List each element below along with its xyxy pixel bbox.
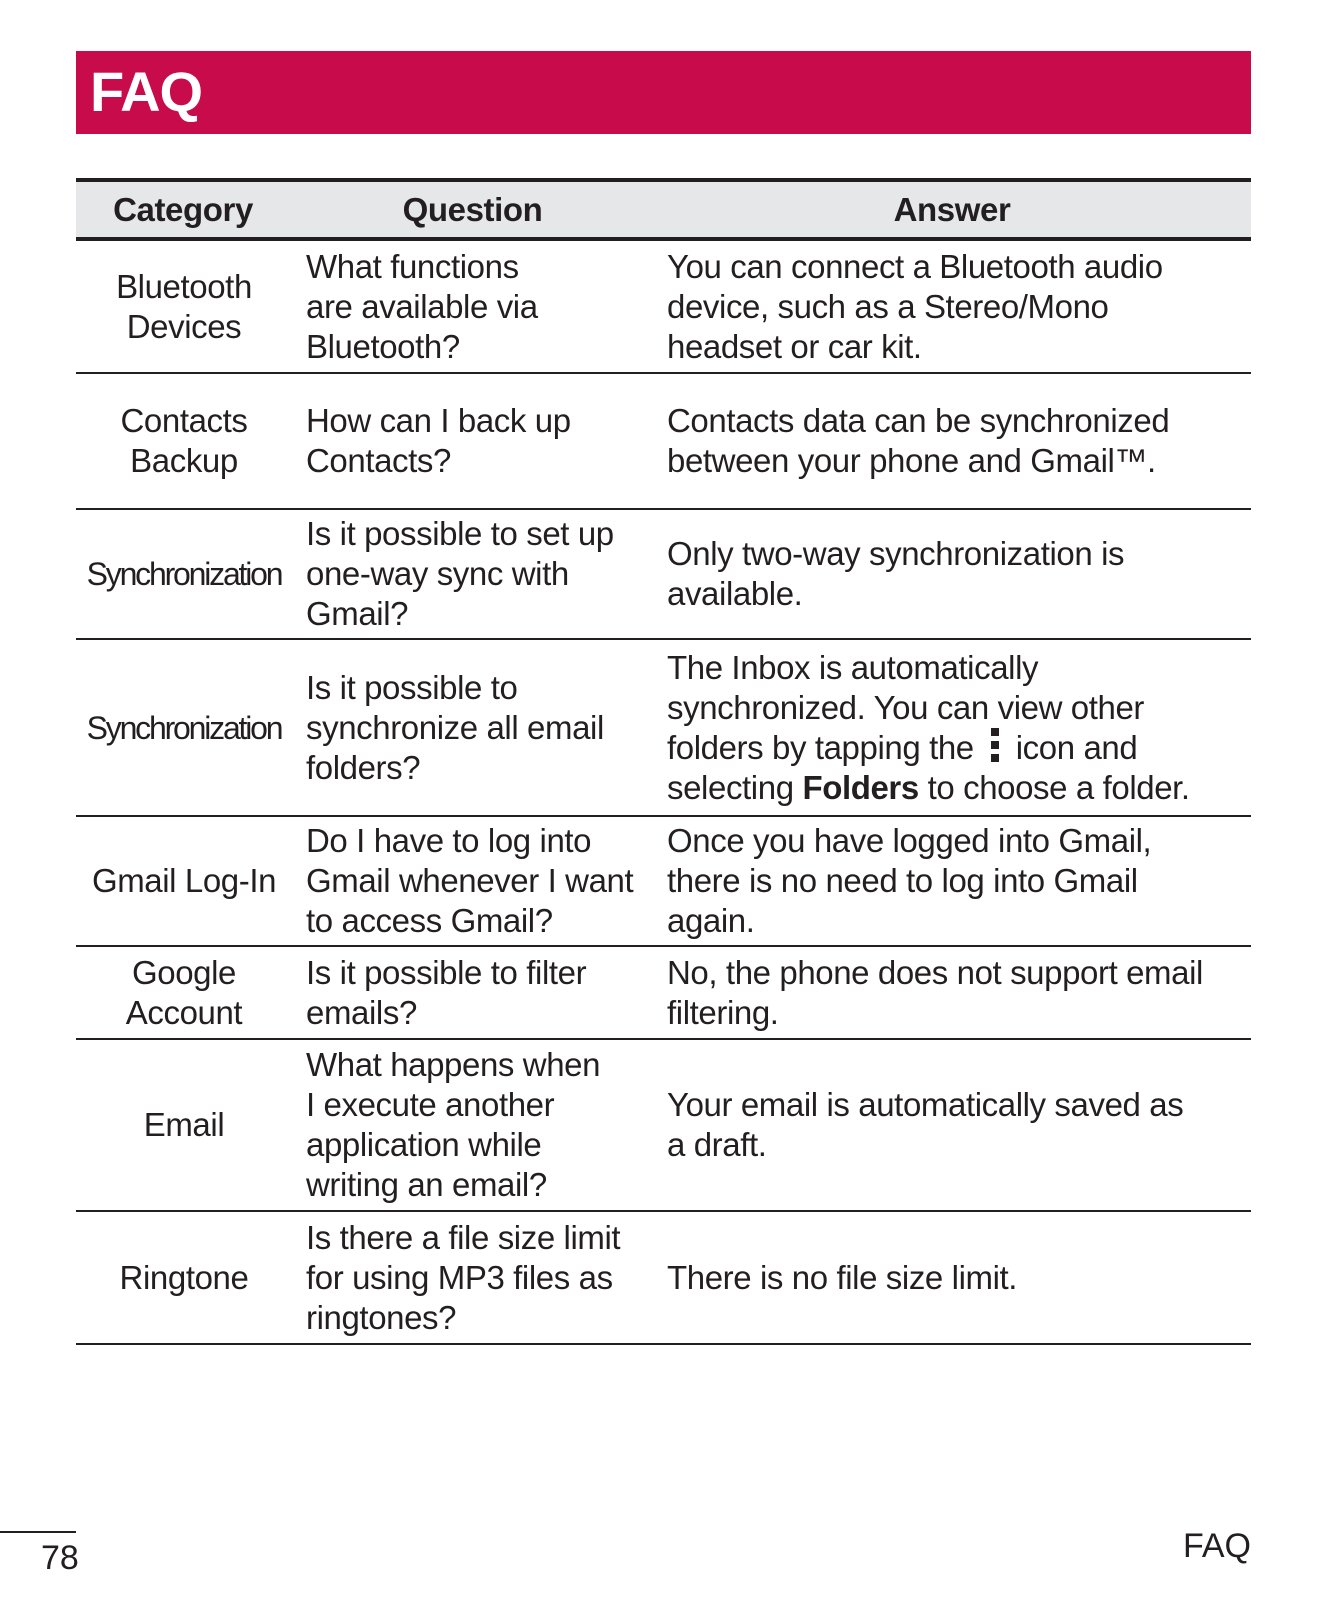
category-cell <box>76 1039 292 1211</box>
table-row <box>76 639 1251 816</box>
answer-text: No, the phone does not support email filtering. <box>667 953 1203 1031</box>
answer-text: Contacts data can be synchronized between your phone and Gmail™. <box>667 402 1170 479</box>
footer-section-label: FAQ <box>1182 1527 1251 1565</box>
answer-text <box>667 648 1245 808</box>
category-cell <box>76 946 292 1039</box>
question-text: What functions are available via Bluetooth? <box>306 247 538 365</box>
answer-text: Your email is automatically saved as a draft. <box>667 1086 1184 1163</box>
category-cell <box>76 1211 292 1344</box>
answer-cell <box>653 639 1251 816</box>
category-text: Ringtone <box>119 1258 249 1296</box>
question-text: What happens when I execute another application while writing an email? <box>306 1046 601 1203</box>
question-text: Is it possible to filter emails? <box>306 953 587 1031</box>
page-number-rule <box>0 1531 76 1533</box>
answer-cell <box>653 1039 1251 1211</box>
column-header-category: Category <box>76 180 292 239</box>
category-cell <box>76 816 292 946</box>
question-text: Is it possible to synchronize all email folders? <box>306 668 604 786</box>
faq-banner <box>76 51 1251 134</box>
answer-cell <box>653 1211 1251 1344</box>
table-row <box>76 1211 1251 1344</box>
answer-cell <box>653 239 1251 373</box>
menu-icon <box>980 728 1010 762</box>
question-cell <box>292 639 653 816</box>
answer-text-start: The Inbox is automatically synchronized. You can view other folders by tapping the <box>667 648 1145 766</box>
category-text: Bluetooth Devices <box>116 267 252 345</box>
question-cell <box>292 816 653 946</box>
table-row <box>76 946 1251 1039</box>
faq-table <box>76 178 1251 1345</box>
table-row <box>76 816 1251 946</box>
answer-cell <box>653 373 1251 509</box>
answer-text-middle: icon and selecting <box>667 728 1138 806</box>
page-title: FAQ <box>90 60 203 123</box>
answer-text: Once you have logged into Gmail, there is no need to log into Gmail again. <box>667 822 1152 939</box>
question-text: Is there a file size limit for using MP3 files as ringtones? <box>306 1218 621 1336</box>
question-text: How can I back up Contacts? <box>306 402 571 479</box>
answer-text: There is no file size limit. <box>667 1258 1018 1296</box>
category-cell <box>76 373 292 509</box>
answer-cell <box>653 816 1251 946</box>
question-cell <box>292 373 653 509</box>
table-row <box>76 1039 1251 1211</box>
category-cell <box>76 239 292 373</box>
question-cell <box>292 1039 653 1211</box>
column-header-answer: Answer <box>653 180 1251 239</box>
category-text: Google Account <box>125 953 243 1031</box>
answer-cell <box>653 946 1251 1039</box>
question-cell <box>292 946 653 1039</box>
table-row <box>76 509 1251 639</box>
category-text: Gmail Log-In <box>91 862 277 899</box>
folders-label: Folders <box>802 768 919 806</box>
category-text: Synchronization <box>86 556 282 592</box>
table-header-row <box>76 180 1251 239</box>
answer-text-end: to choose a folder. <box>927 768 1190 806</box>
answer-cell <box>653 509 1251 639</box>
category-text: Email <box>143 1106 225 1143</box>
question-text: Do I have to log into Gmail whenever I want to access Gmail? <box>306 822 634 939</box>
category-text: Synchronization <box>86 709 282 746</box>
category-cell <box>76 509 292 639</box>
question-cell <box>292 509 653 639</box>
category-cell <box>76 639 292 816</box>
table-row <box>76 239 1251 373</box>
question-cell <box>292 239 653 373</box>
category-text: Contacts Backup <box>120 402 248 479</box>
table-row <box>76 373 1251 509</box>
column-header-question: Question <box>292 180 653 239</box>
question-cell <box>292 1211 653 1344</box>
answer-text: Only two-way synchronization is available. <box>667 535 1125 612</box>
question-text: Is it possible to set up one-way sync with Gmail? <box>306 515 614 632</box>
page-number: 78 <box>41 1539 79 1577</box>
answer-text: You can connect a Bluetooth audio device, such as a Stereo/Mono headset or car kit. <box>667 247 1163 365</box>
